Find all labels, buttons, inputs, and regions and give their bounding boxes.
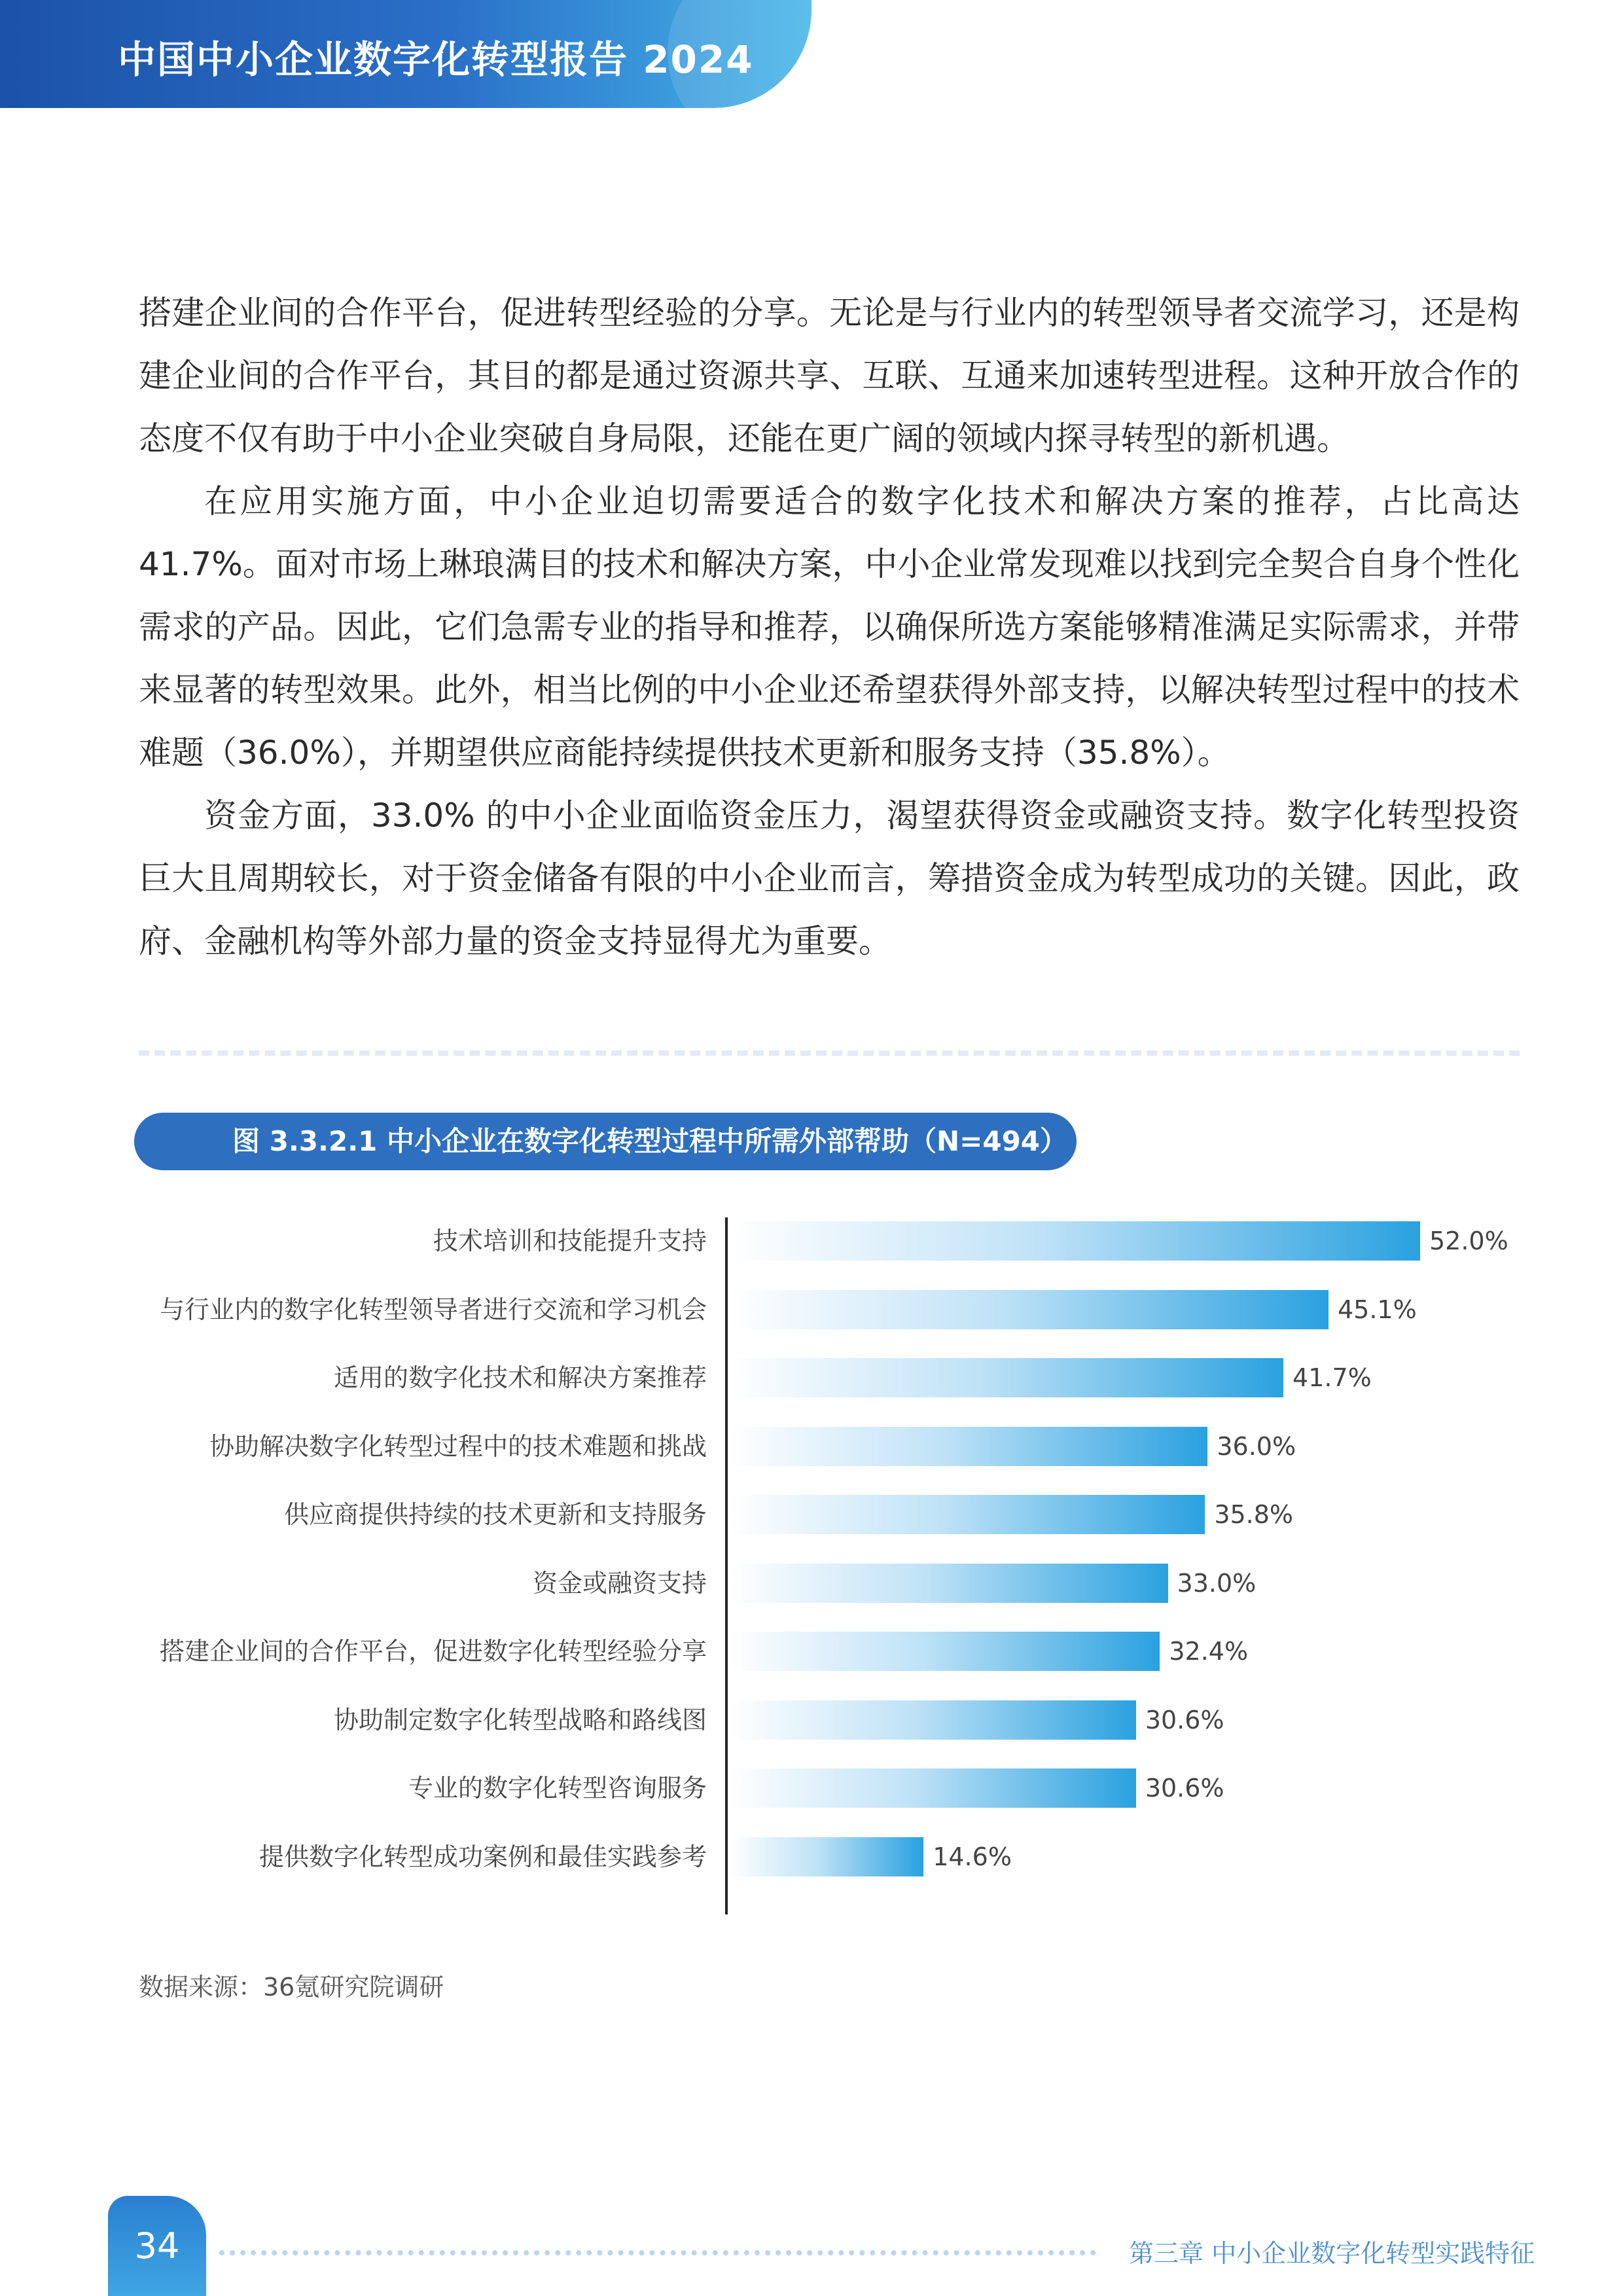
- figure-title: 图 3.3.2.1 中小企业在数字化转型过程中所需外部帮助（N=494）: [134, 1113, 1077, 1170]
- category-label: 提供数字化转型成功案例和最佳实践参考: [259, 1842, 707, 1871]
- value-label: 14.6%: [933, 1842, 1012, 1871]
- footer-dotted-line: [219, 2250, 1096, 2255]
- value-label: 45.1%: [1338, 1295, 1417, 1324]
- paragraph-1: 搭建企业间的合作平台，促进转型经验的分享。无论是与行业内的转型领导者交流学习，还是构建企业间的合作平台，其目的都是通过资源共享、互联、互通来加速转型进程。这种开放合作的态度不仅有助于中小企业突破自身局限，还能在更广阔的领域内探寻转型的新机遇。: [139, 294, 1520, 457]
- body-text: [139, 281, 1520, 973]
- category-label: 与行业内的数字化转型领导者进行交流和学习机会: [159, 1295, 707, 1324]
- category-label: 适用的数字化技术和解决方案推荐: [333, 1363, 707, 1392]
- value-label: 52.0%: [1429, 1227, 1508, 1255]
- bar: [730, 1221, 1420, 1261]
- data-source: 数据来源：36氪研究院调研: [139, 1973, 444, 2001]
- bar: [730, 1768, 1136, 1808]
- page-tab: [108, 2196, 206, 2296]
- bar: [730, 1290, 1329, 1329]
- bar: [730, 1700, 1136, 1740]
- value-label: 33.0%: [1177, 1568, 1257, 1598]
- section-divider: [139, 1050, 1520, 1056]
- value-label: 36.0%: [1217, 1431, 1296, 1461]
- bar: [730, 1837, 923, 1876]
- page-number: 34: [134, 2225, 180, 2267]
- category-label: 搭建企业间的合作平台，促进数字化转型经验分享: [159, 1637, 707, 1666]
- bar: [730, 1564, 1168, 1603]
- value-label: 30.6%: [1145, 1705, 1224, 1734]
- value-label: 30.6%: [1145, 1774, 1224, 1803]
- value-label: 32.4%: [1169, 1637, 1249, 1666]
- category-label: 专业的数字化转型咨询服务: [408, 1774, 707, 1803]
- category-label: 协助制定数字化转型战略和路线图: [333, 1705, 707, 1734]
- bar: [730, 1427, 1207, 1466]
- category-label: 协助解决数字化转型过程中的技术难题和挑战: [209, 1431, 707, 1461]
- category-label: 资金或融资支持: [532, 1568, 707, 1598]
- paragraph-3: 资金方面，33.0% 的中小企业面临资金压力，渴望获得资金或融资支持。数字化转型投资巨大且周期较长，对于资金储备有限的中小企业而言，筹措资金成为转型成功的关键。因此，政府、金融机构等外部力量的资金支持显得尤为重要。: [139, 797, 1520, 960]
- header-banner: [0, 0, 812, 108]
- bar: [730, 1495, 1205, 1534]
- footer-chapter-title: 第三章 中小企业数字化转型实践特征: [1129, 2239, 1535, 2268]
- bar: [730, 1358, 1283, 1397]
- value-label: 41.7%: [1293, 1363, 1372, 1392]
- chart-y-axis: [725, 1217, 728, 1914]
- category-label: 供应商提供持续的技术更新和支持服务: [283, 1500, 707, 1529]
- report-title: 中国中小企业数字化转型报告 2024: [118, 37, 754, 82]
- bar: [730, 1632, 1160, 1671]
- value-label: 35.8%: [1214, 1500, 1294, 1529]
- category-label: 技术培训和技能提升支持: [433, 1227, 707, 1255]
- paragraph-2: 在应用实施方面，中小企业迫切需要适合的数字化技术和解决方案的推荐，占比高达41.7%。面对市场上琳琅满目的技术和解决方案，中小企业常发现难以找到完全契合自身个性化需求的产品。因此，它们急需专业的指导和推荐，以确保所选方案能够精准满足实际需求，并带来显著的转型效果。此外，相当比例的中小企业还希望获得外部支持，以解决转型过程中的技术难题（36.0%），并期望供应商能持续提供技术更新和服务支持（35.8%）。: [139, 482, 1520, 772]
